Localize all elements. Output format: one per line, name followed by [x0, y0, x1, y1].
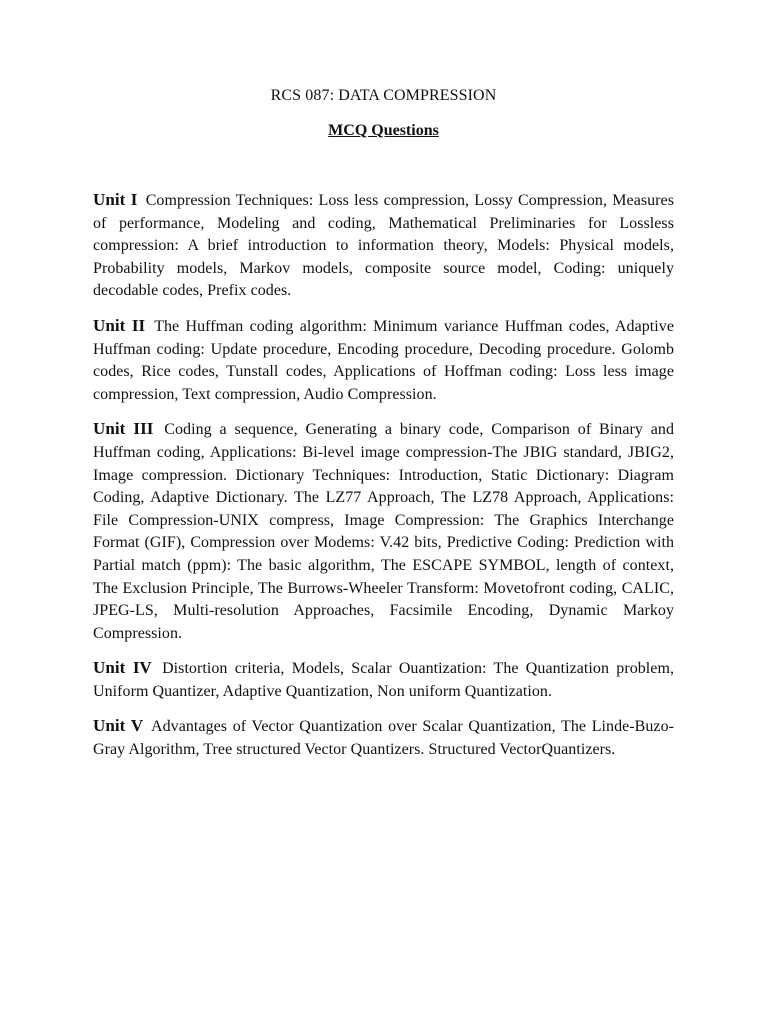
unit-1-text: Compression Techniques: Loss less compression, Lossy Compression, Measures of performance, Modeling and coding, Mathematical Preliminaries for Lossless compression: A brief introduction to information theory, Models: Physical models, Probability models, Markov models, composite source model, Coding: uniquely decodable codes, Prefix codes. [93, 192, 674, 300]
unit-5-paragraph [93, 715, 674, 761]
course-title: RCS 087: DATA COMPRESSION [270, 87, 497, 104]
unit-3-text: Coding a sequence, Generating a binary code, Comparison of Binary and Huffman coding, Applications: Bi-level image compression-The JBIG standard, JBIG2, Image compression. Dictionary Techniques: Introduction, Static Dictionary: Diagram Coding, Adaptive Dictionary. The LZ77 Approach, The LZ78 Approach, Applications: File Compression-UNIX compress, Image Compression: The Graphics Interchange Format (GIF), Compression over Modems: V.42 bits, Predictive Coding: Prediction with Partial match (ppm): The basic algorithm, The ESCAPE SYMBOL, length of context, The Exclusion Principle, The Burrows-Wheeler Transform: Movetofront coding, CALIC, JPEG-LS, Multi-resolution Approaches, Facsimile Encoding, Dynamic Markoy Compression. [93, 421, 674, 642]
unit-2-text: The Huffman coding algorithm: Minimum variance Huffman codes, Adaptive Huffman coding: Update procedure, Encoding procedure, Decoding procedure. Golomb codes, Rice codes, Tunstall codes, Applications of Hoffman coding: Loss less image compression, Text compression, Audio Compression. [93, 317, 674, 403]
unit-1-paragraph [93, 189, 674, 303]
unit-4-label: Unit IV [93, 658, 152, 678]
unit-2-paragraph [93, 315, 674, 406]
document-page [93, 84, 674, 774]
unit-4-text: Distortion criteria, Models, Scalar Ouantization: The Quantization problem, Uniform Quantizer, Adaptive Quantization, Non uniform Quantization. [93, 660, 674, 700]
unit-3-label: Unit III [93, 419, 154, 439]
document-subtitle: MCQ Questions [328, 122, 439, 139]
unit-1-label: Unit I [93, 190, 138, 209]
unit-2-label: Unit II [93, 315, 146, 335]
unit-5-label: Unit V [93, 716, 144, 736]
unit-4-paragraph [93, 657, 674, 703]
unit-5-text: Advantages of Vector Quantization over Scalar Quantization, The Linde-Buzo-Gray Algorithm, Tree structured Vector Quantizers. Structured VectorQuantizers. [93, 718, 674, 759]
syllabus-units [93, 189, 674, 762]
unit-3-paragraph [93, 418, 674, 645]
